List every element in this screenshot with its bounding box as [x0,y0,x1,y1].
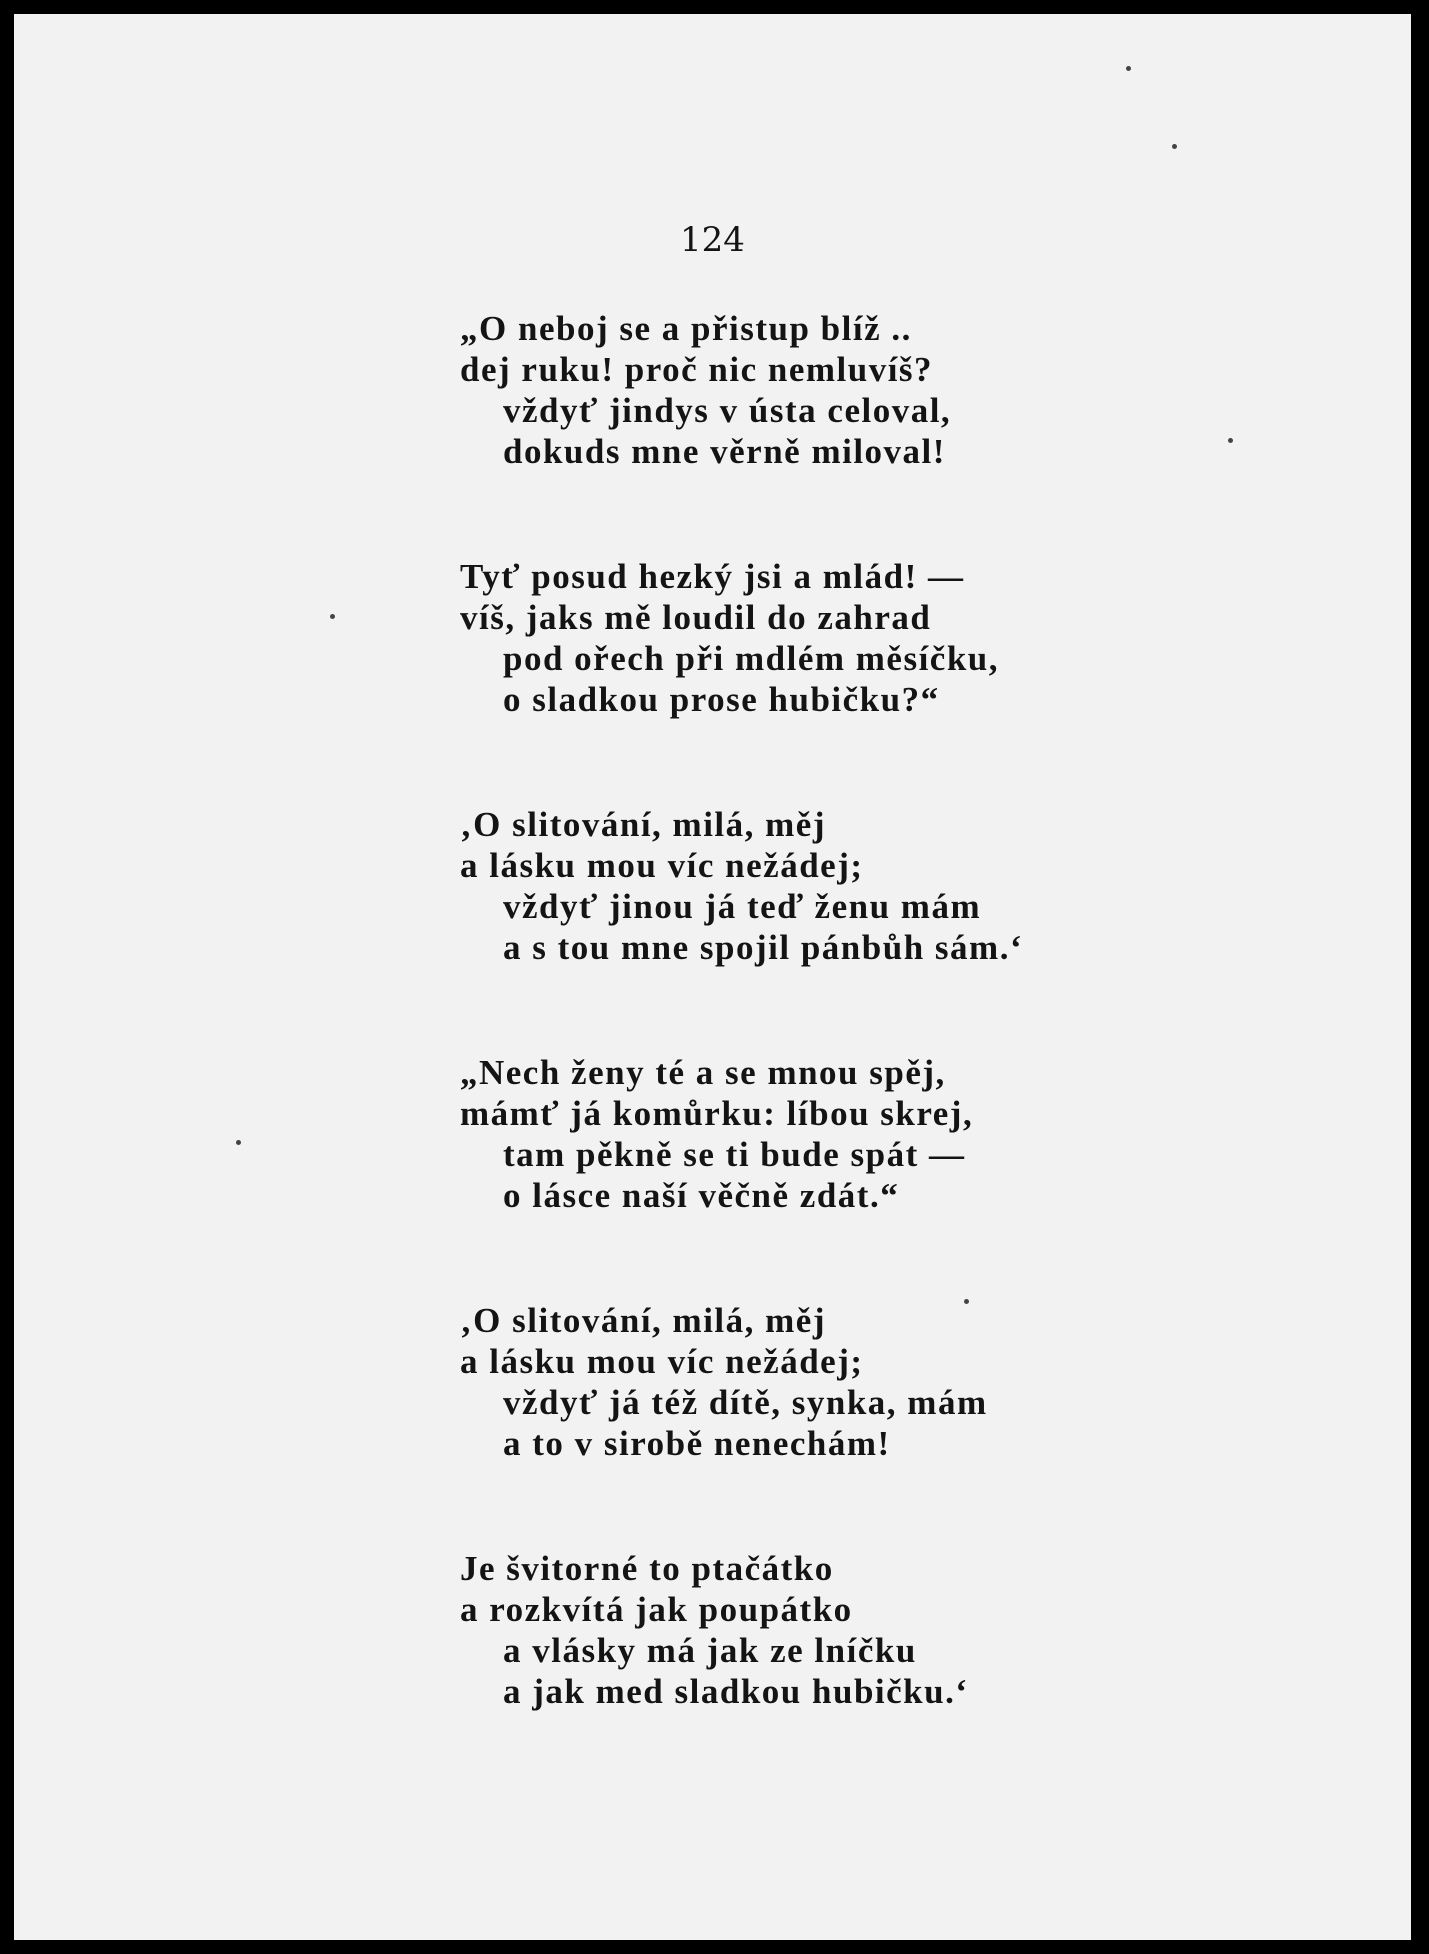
poem-line: dej ruku! proč nic nemluvíš? [460,350,934,389]
poem-line: a jak med sladkou hubičku.‘ [503,1672,969,1711]
poem-line: mámť já komůrku: líbou skrej, [460,1094,974,1133]
stanza [460,1300,1100,1464]
poem-line: vždyť já též dítě, synka, mám [503,1383,988,1422]
book-page [14,14,1411,1940]
poem-line: „O neboj se a přistup blíž .. [460,309,912,348]
stanza [460,804,1100,968]
poem-line: Tyť posud hezký jsi a mlád! — [460,557,965,596]
print-speck [1126,66,1131,71]
page-number: 124 [680,220,745,260]
poem-line: o sladkou prose hubičku?“ [503,680,940,719]
poem-line: tam pěkně se ti bude spát — [503,1135,966,1174]
poem-line: a rozkvítá jak poupátko [460,1590,853,1629]
print-speck [236,1140,241,1145]
poem-line: o lásce naší věčně zdát.“ [503,1176,900,1215]
print-speck [330,614,335,619]
poem-line: ‚O slitování, milá, měj [460,805,826,844]
poem-line: a s tou mne spojil pánbůh sám.‘ [503,928,1024,967]
poem-line: „Nech ženy té a se mnou spěj, [460,1053,946,1092]
poem-line: pod ořech při mdlém měsíčku, [503,639,1000,678]
print-speck [1228,438,1233,443]
poem-line: Je švitorné to ptačátko [460,1549,834,1588]
poem-line: a to v sirobě nenechám! [503,1424,891,1463]
poem-line: a vlásky má jak ze lníčku [503,1631,917,1670]
poem-line: dokuds mne věrně miloval! [503,432,946,471]
poem-line: ‚O slitování, milá, měj [460,1301,826,1340]
print-speck [1172,144,1177,149]
poem-line: víš, jaks mě loudil do zahrad [460,598,932,637]
stanza [460,556,1100,720]
print-speck [964,1299,969,1304]
poem-line: vždyť jinou já teď ženu mám [503,887,982,926]
stanza [460,1052,1100,1216]
poem-line: a lásku mou víc nežádej; [460,846,864,885]
poem-line: vždyť jindys v ústa celoval, [503,391,952,430]
stanza [460,308,1100,472]
poem-line: a lásku mou víc nežádej; [460,1342,864,1381]
stanza [460,1548,1100,1712]
poem [460,308,1100,1796]
